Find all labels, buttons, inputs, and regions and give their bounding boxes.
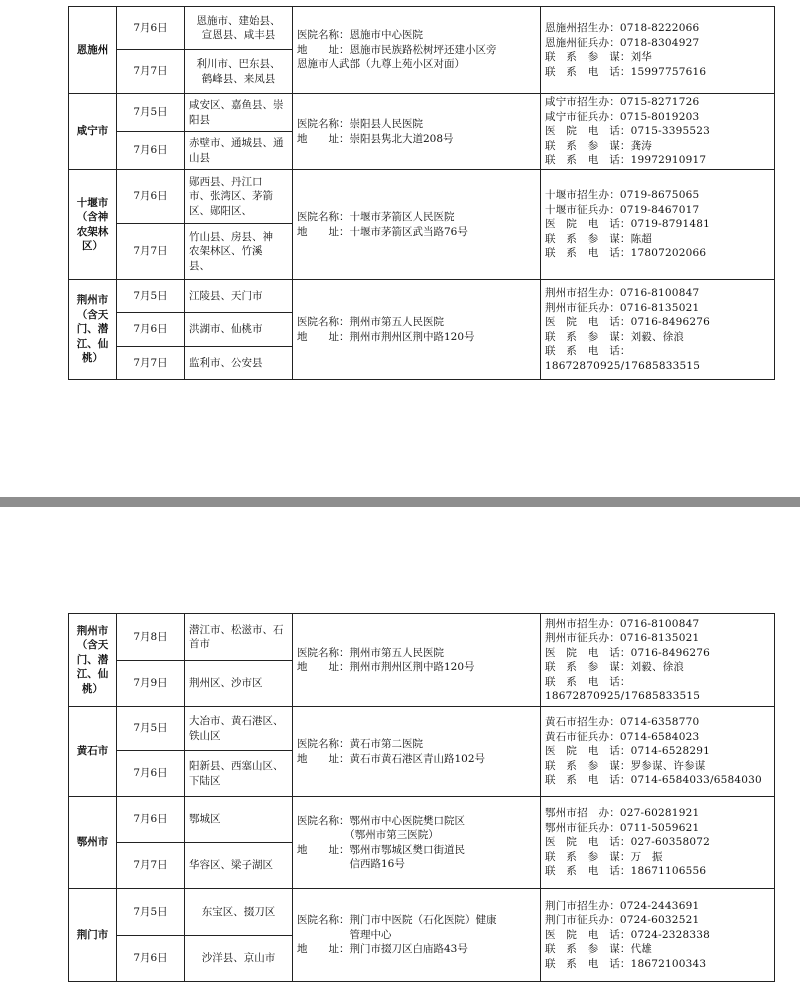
- area-cell: 郧西县、丹江口 市、张湾区、茅箭 区、郧阳区、: [185, 170, 293, 224]
- date-cell: 7月7日: [117, 50, 185, 94]
- hospital-info-cell: 医院名称：崇阳县人民医院 地 址：崇阳县隽北大道208号: [293, 94, 541, 170]
- city-cell: 黄石市: [69, 707, 117, 797]
- date-cell: 7月6日: [117, 797, 185, 843]
- table-row: [69, 7, 775, 50]
- date-cell: 7月6日: [117, 132, 185, 170]
- date-cell: 7月6日: [117, 936, 185, 982]
- area-cell: 潜江市、松滋市、石 首市: [185, 614, 293, 661]
- date-cell: 7月6日: [117, 7, 185, 50]
- city-cell: 十堰市 （含神 农架林 区）: [69, 170, 117, 280]
- area-cell: 咸安区、嘉鱼县、崇 阳县: [185, 94, 293, 132]
- document-page-2: [0, 507, 800, 988]
- area-cell: 鄂城区: [185, 797, 293, 843]
- contact-info-cell: 咸宁市招生办：0715-8271726 咸宁市征兵办：0715-8019203 医 院 电 话：0715-3395523 联 系 参 谋：龚涛 联 系 电 话：19972910917: [541, 94, 775, 170]
- exam-schedule-table: [68, 613, 775, 982]
- table-row: [69, 614, 775, 661]
- date-cell: 7月7日: [117, 224, 185, 280]
- area-cell: 江陵县、天门市: [185, 280, 293, 313]
- area-cell: 沙洋县、京山市: [185, 936, 293, 982]
- table-row: [69, 797, 775, 843]
- hospital-info-cell: 医院名称：荆州市第五人民医院 地 址：荆州市荆州区荆中路120号: [293, 614, 541, 707]
- hospital-info-cell: 医院名称：荆门市中医院（石化医院）健康 管理中心 地 址：荆门市掇刀区白庙路43号: [293, 889, 541, 982]
- date-cell: 7月5日: [117, 889, 185, 936]
- city-cell: 荆州市 （含天 门、潜 江、仙 桃）: [69, 614, 117, 707]
- date-cell: 7月8日: [117, 614, 185, 661]
- date-cell: 7月6日: [117, 751, 185, 797]
- contact-info-cell: 黄石市招生办：0714-6358770 黄石市征兵办：0714-6584023 医 院 电 话：0714-6528291 联 系 参 谋：罗参谋、许参谋 联 系 电 话：0714-6584033/6584030: [541, 707, 775, 797]
- exam-schedule-table: [68, 6, 775, 380]
- table-row: [69, 707, 775, 751]
- area-cell: 洪湖市、仙桃市: [185, 313, 293, 347]
- contact-info-cell: 恩施州招生办：0718-8222066 恩施州征兵办：0718-8304927 联 系 参 谋：刘华 联 系 电 话：15997757616: [541, 7, 775, 94]
- area-cell: 阳新县、西塞山区、 下陆区: [185, 751, 293, 797]
- hospital-info-cell: 医院名称：十堰市茅箭区人民医院 地 址：十堰市茅箭区武当路76号: [293, 170, 541, 280]
- city-cell: 鄂州市: [69, 797, 117, 889]
- hospital-info-cell: 医院名称：恩施市中心医院 地 址：恩施市民族路松树坪还建小区旁 恩施市人武部（九尊上苑小区对面）: [293, 7, 541, 94]
- area-cell: 荆州区、沙市区: [185, 661, 293, 707]
- city-cell: 荆州市 （含天 门、潜 江、仙 桃）: [69, 280, 117, 380]
- table-row: [69, 889, 775, 936]
- contact-info-cell: 荆州市招生办：0716-8100847 荆州市征兵办：0716-8135021 医 院 电 话：0716-8496276 联 系 参 谋：刘毅、徐浪 联 系 电 话：18672870925/17685833515: [541, 614, 775, 707]
- city-cell: 咸宁市: [69, 94, 117, 170]
- area-cell: 华容区、梁子湖区: [185, 843, 293, 889]
- date-cell: 7月5日: [117, 94, 185, 132]
- table-row: [69, 280, 775, 313]
- area-cell: 恩施市、建始县、 宣恩县、咸丰县: [185, 7, 293, 50]
- area-cell: 大冶市、黄石港区、 铁山区: [185, 707, 293, 751]
- area-cell: 竹山县、房县、神 农架林区、竹溪 县、: [185, 224, 293, 280]
- date-cell: 7月7日: [117, 347, 185, 380]
- page-separator: [0, 497, 800, 507]
- date-cell: 7月5日: [117, 280, 185, 313]
- hospital-info-cell: 医院名称：鄂州市中心医院樊口院区 （鄂州市第三医院） 地 址：鄂州市鄂城区樊口街道民 信西路16号: [293, 797, 541, 889]
- area-cell: 赤壁市、通城县、通 山县: [185, 132, 293, 170]
- table-row: [69, 170, 775, 224]
- city-cell: 荆门市: [69, 889, 117, 982]
- table-row: [69, 94, 775, 132]
- area-cell: 监利市、公安县: [185, 347, 293, 380]
- date-cell: 7月9日: [117, 661, 185, 707]
- date-cell: 7月6日: [117, 170, 185, 224]
- contact-info-cell: 荆州市招生办：0716-8100847 荆州市征兵办：0716-8135021 医 院 电 话：0716-8496276 联 系 参 谋：刘毅、徐浪 联 系 电 话：18672870925/17685833515: [541, 280, 775, 380]
- date-cell: 7月6日: [117, 313, 185, 347]
- area-cell: 东宝区、掇刀区: [185, 889, 293, 936]
- hospital-info-cell: 医院名称：荆州市第五人民医院 地 址：荆州市荆州区荆中路120号: [293, 280, 541, 380]
- contact-info-cell: 荆门市招生办：0724-2443691 荆门市征兵办：0724-6032521 医 院 电 话：0724-2328338 联 系 参 谋：代雄 联 系 电 话：18672100343: [541, 889, 775, 982]
- contact-info-cell: 鄂州市招 办：027-60281921 鄂州市征兵办：0711-5059621 医 院 电 话：027-60358072 联 系 参 谋：万 振 联 系 电 话：18671106556: [541, 797, 775, 889]
- date-cell: 7月5日: [117, 707, 185, 751]
- hospital-info-cell: 医院名称：黄石市第二医院 地 址：黄石市黄石港区青山路102号: [293, 707, 541, 797]
- date-cell: 7月7日: [117, 843, 185, 889]
- contact-info-cell: 十堰市招生办：0719-8675065 十堰市征兵办：0719-8467017 医 院 电 话：0719-8791481 联 系 参 谋：陈超 联 系 电 话：17807202066: [541, 170, 775, 280]
- area-cell: 利川市、巴东县、 鹤峰县、来凤县: [185, 50, 293, 94]
- city-cell: 恩施州: [69, 7, 117, 94]
